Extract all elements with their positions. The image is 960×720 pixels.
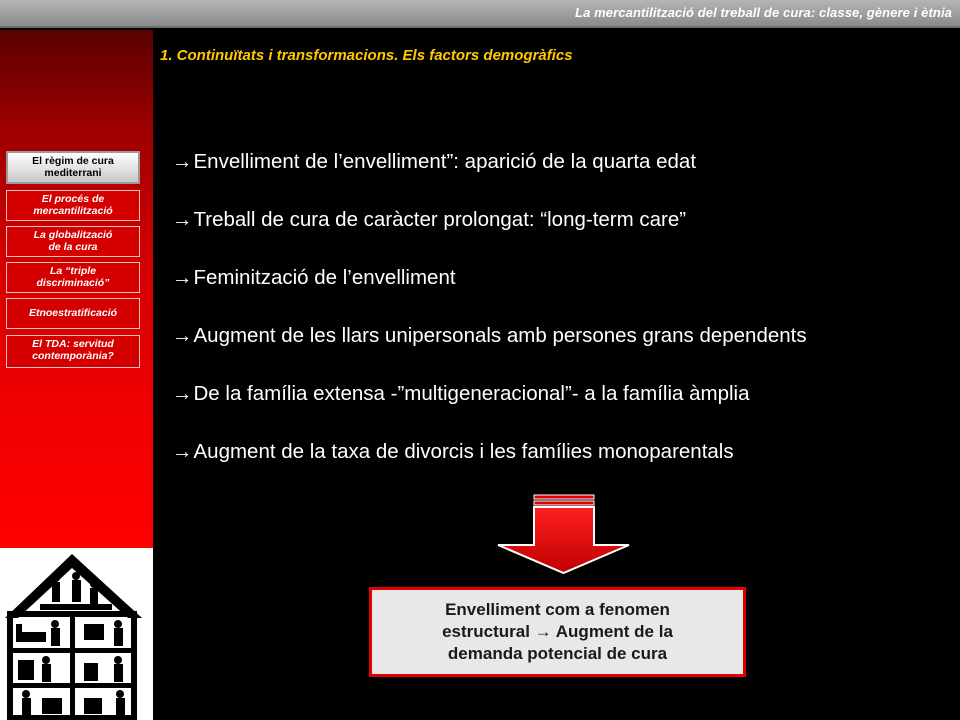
list-item: [172, 208, 952, 266]
arrow-right-icon: →: [172, 208, 193, 231]
nav-item-label: mercantilització: [33, 205, 113, 217]
nav-item-label: El TDA: servitud: [32, 338, 114, 350]
nav-item-label: Etnoestratificació: [28, 307, 118, 319]
list-item: [172, 440, 952, 498]
conclusion-text: [442, 599, 673, 665]
nav-item-label: El procés de: [41, 193, 105, 205]
nav-item-label: contemporània?: [32, 350, 114, 362]
arrow-right-icon: →: [172, 440, 193, 463]
house-silhouette-icon: [0, 548, 153, 720]
nav-item-label: discriminació”: [36, 277, 110, 289]
bullet-text: Augment de la taxa de divorcis i les famílies monoparentals: [193, 440, 734, 463]
presentation-title: La mercantilització del treball de cura: classe, gènere i ètnia: [575, 5, 952, 20]
list-item: [172, 382, 952, 440]
list-item: [172, 150, 952, 208]
nav-item-proces-mercantilitzacio[interactable]: [6, 190, 140, 221]
conclusion-line: estructural → Augment de la: [442, 622, 673, 641]
arrow-right-icon: →: [172, 266, 193, 289]
nav-item-regim-cura[interactable]: [6, 151, 140, 184]
header-bar: [0, 0, 960, 28]
nav-item-tda-servitud[interactable]: [6, 335, 140, 368]
nav-item-etnoestratificacio[interactable]: [6, 298, 140, 329]
arrow-right-icon: →: [172, 324, 193, 347]
bullet-text: Treball de cura de caràcter prolongat: “long-term care”: [193, 208, 687, 231]
arrow-right-icon: →: [172, 150, 193, 173]
conclusion-line: demanda potencial de cura: [447, 644, 668, 663]
arrow-right-icon: →: [172, 382, 193, 405]
list-item: [172, 324, 952, 382]
sidebar: [0, 30, 153, 548]
nav-item-label: La globalització: [33, 229, 113, 241]
nav-item-label: El règim de cura: [32, 155, 114, 167]
household-illustration: [0, 548, 153, 720]
nav-item-triple-discriminacio[interactable]: [6, 262, 140, 293]
bullet-text: Envelliment de l’envelliment”: aparició de la quarta edat: [193, 150, 697, 173]
nav-item-label: mediterrani: [44, 167, 102, 179]
down-arrow-icon: [496, 493, 631, 575]
section-subtitle: 1. Continuïtats i transformacions. Els factors demogràfics: [160, 47, 573, 64]
bullet-list: [172, 150, 952, 498]
nav-item-globalitzacio[interactable]: [6, 226, 140, 257]
bullet-text: Feminització de l’envelliment: [193, 266, 456, 289]
nav-item-label: La “triple: [49, 265, 97, 277]
nav-item-label: de la cura: [48, 241, 98, 253]
conclusion-line: Envelliment com a fenomen: [445, 600, 670, 619]
conclusion-box: [369, 587, 746, 677]
list-item: [172, 266, 952, 324]
bullet-text: Augment de les llars unipersonals amb persones grans dependents: [193, 324, 807, 347]
bullet-text: De la família extensa -”multigeneracional”- a la família àmplia: [193, 382, 750, 405]
